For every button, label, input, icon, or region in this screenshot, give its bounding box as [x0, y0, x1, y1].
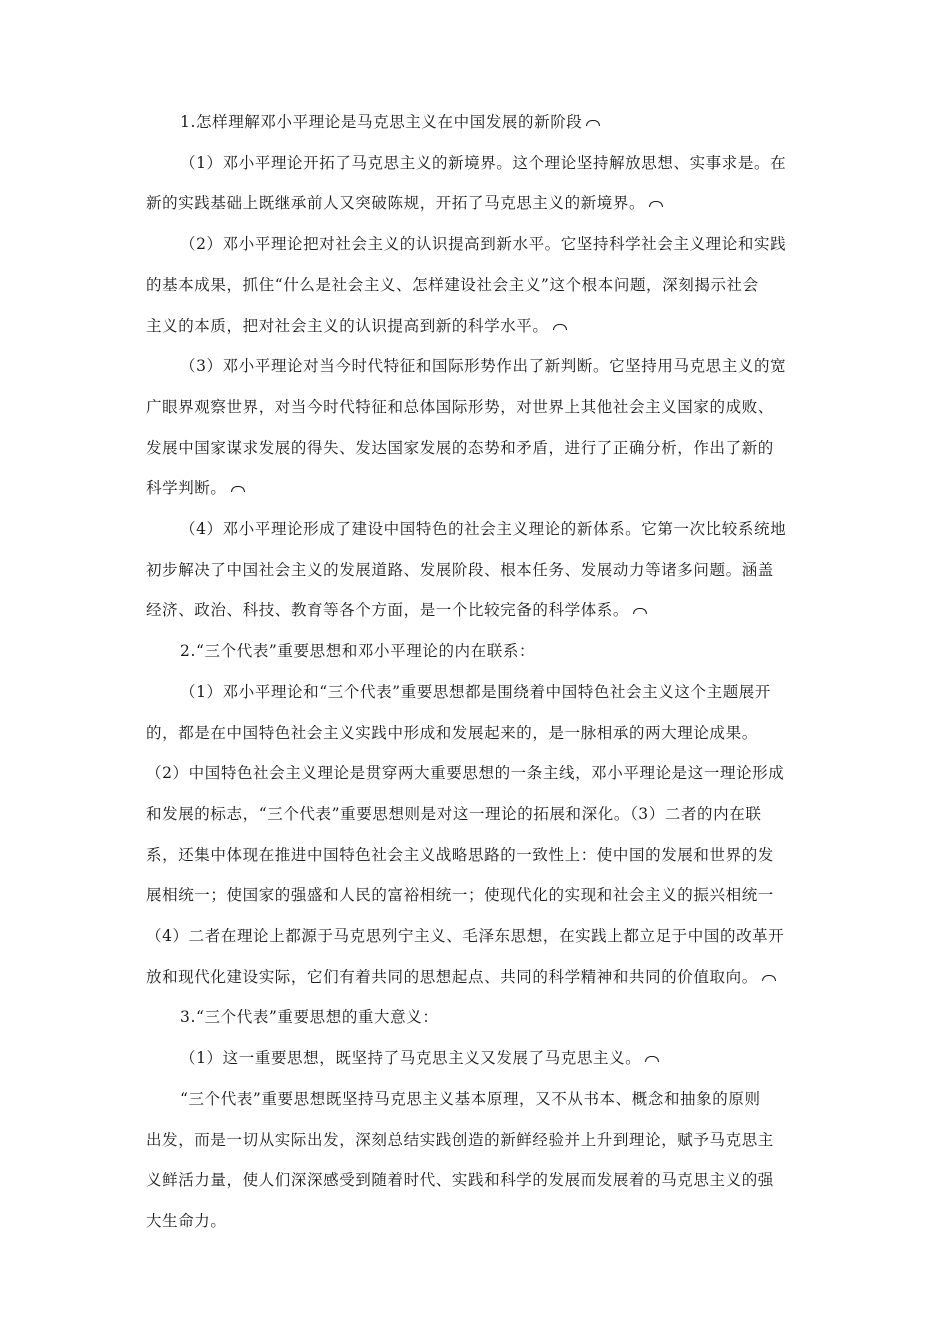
text-line — [180, 348, 786, 384]
paragraph-mark-icon — [633, 608, 647, 614]
text-line — [146, 918, 784, 954]
text-line-content: 展相统一；使国家的强盛和人民的富裕相统一；使现代化的实现和社会主义的振兴相统一 — [146, 886, 774, 905]
paragraph-mark-icon — [649, 201, 663, 207]
text-line — [146, 796, 761, 832]
text-line-content: 和发展的标志，“三个代表”重要思想则是对这一理论的拓展和深化。（3）二者的内在联 — [146, 804, 762, 823]
text-line-content: 义鲜活力量，使人们深深感受到随着时代、实践和科学的发展而发展着的马克思主义的强 — [146, 1171, 774, 1190]
text-line-content: （2）中国特色社会主义理论是贯穿两大重要思想的一条主线，邓小平理论是这一理论形成 — [146, 764, 785, 783]
paragraph-mark-icon — [762, 975, 776, 981]
text-line-content: （1）这一重要思想，既坚持了马克思主义又发展了马克思主义。 — [180, 1049, 642, 1068]
text-line-content: （1）邓小平理论和“三个代表”重要思想都是围绕着中国特色社会主义这个主题展开 — [180, 682, 772, 701]
paragraph-mark-icon — [553, 324, 567, 330]
text-line — [146, 1162, 774, 1198]
text-line — [146, 959, 776, 995]
text-line-content: 大生命力。 — [146, 1211, 227, 1230]
text-line — [146, 837, 774, 873]
text-line-content: 1.怎样理解邓小平理论是马克思主义在中国发展的新阶段 — [180, 113, 583, 131]
text-line-content: 广眼界观察世界，对当今时代特征和总体国际形势，对世界上其他社会主义国家的成败、 — [146, 397, 774, 416]
text-line — [180, 1081, 761, 1117]
text-line — [146, 715, 758, 751]
text-line-content: 科学判断。 — [146, 479, 227, 498]
text-line — [180, 633, 535, 669]
text-line — [180, 145, 786, 181]
text-line-content: 的基本成果，抓住“什么是社会主义、怎样建设社会主义”这个根本问题，深刻揭示社会 — [146, 275, 759, 294]
text-line-content: （4）邓小平理论形成了建设中国特色的社会主义理论的新体系。它第一次比较系统地 — [180, 520, 787, 538]
text-line-content: （3）邓小平理论对当今时代特征和国际形势作出了新判断。它坚持用马克思主义的宽 — [180, 357, 787, 376]
paragraph-mark-icon — [231, 486, 245, 492]
text-line — [146, 552, 774, 588]
text-line — [146, 267, 759, 303]
text-line — [180, 511, 786, 547]
text-line-content: 发展中国家谋求发展的得失、发达国家发展的态势和矛盾，进行了正确分析，作出了新的 — [146, 438, 774, 457]
text-line — [146, 470, 245, 506]
text-line-content: 的，都是在中国特色社会主义实践中形成和发展起来的，是一脉相承的两大理论成果。 — [146, 723, 758, 742]
text-line — [180, 104, 600, 140]
text-line — [180, 674, 771, 710]
text-line — [146, 1203, 227, 1239]
text-line-content: （1）邓小平理论开拓了马克思主义的新境界。这个理论坚持解放思想、实事求是。在 — [180, 153, 787, 172]
text-line — [180, 226, 786, 262]
text-line — [146, 308, 567, 344]
text-line — [180, 999, 438, 1035]
text-line-content: 系，还集中体现在推进中国特色社会主义战略思路的一致性上：使中国的发展和世界的发 — [146, 845, 774, 864]
text-line — [146, 592, 647, 628]
text-line-content: 2.“三个代表”重要思想和邓小平理论的内在联系： — [180, 642, 536, 661]
text-line-content: （4）二者在理论上都源于马克思列宁主义、毛泽东思想，在实践上都立足于中国的改革开 — [146, 927, 785, 945]
paragraph-mark-icon — [586, 120, 600, 126]
text-line-content: “三个代表”重要思想既坚持马克思主义基本原理，又不从书本、概念和抽象的原则 — [180, 1089, 761, 1108]
text-line-content: 初步解决了中国社会主义的发展道路、发展阶段、根本任务、发展动力等诸多问题。涵盖 — [146, 560, 774, 579]
text-line — [146, 755, 784, 791]
paragraph-mark-icon — [645, 1056, 659, 1062]
text-line-content: 出发，而是一切从实际出发，深刻总结实践创造的新鲜经验并上升到理论，赋予马克思主 — [146, 1130, 774, 1149]
text-line-content: 经济、政治、科技、教育等各个方面，是一个比较完备的科学体系。 — [146, 601, 630, 620]
text-line — [146, 877, 774, 913]
text-line-content: 新的实践基础上既继承前人又突破陈规，开拓了马克思主义的新境界。 — [146, 194, 646, 213]
text-line — [146, 185, 663, 221]
text-line — [146, 1122, 774, 1158]
text-line-content: 3.“三个代表”重要思想的重大意义： — [180, 1008, 439, 1027]
text-line-content: 放和现代化建设实际，它们有着共同的思想起点、共同的科学精神和共同的价值取向。 — [146, 967, 758, 986]
text-line — [146, 389, 774, 425]
text-line — [146, 430, 774, 466]
text-line-content: 主义的本质，把对社会主义的认识提高到新的科学水平。 — [146, 316, 549, 335]
text-line — [180, 1040, 659, 1076]
text-line-content: （2）邓小平理论把对社会主义的认识提高到新水平。它坚持科学社会主义理论和实践 — [180, 235, 787, 254]
